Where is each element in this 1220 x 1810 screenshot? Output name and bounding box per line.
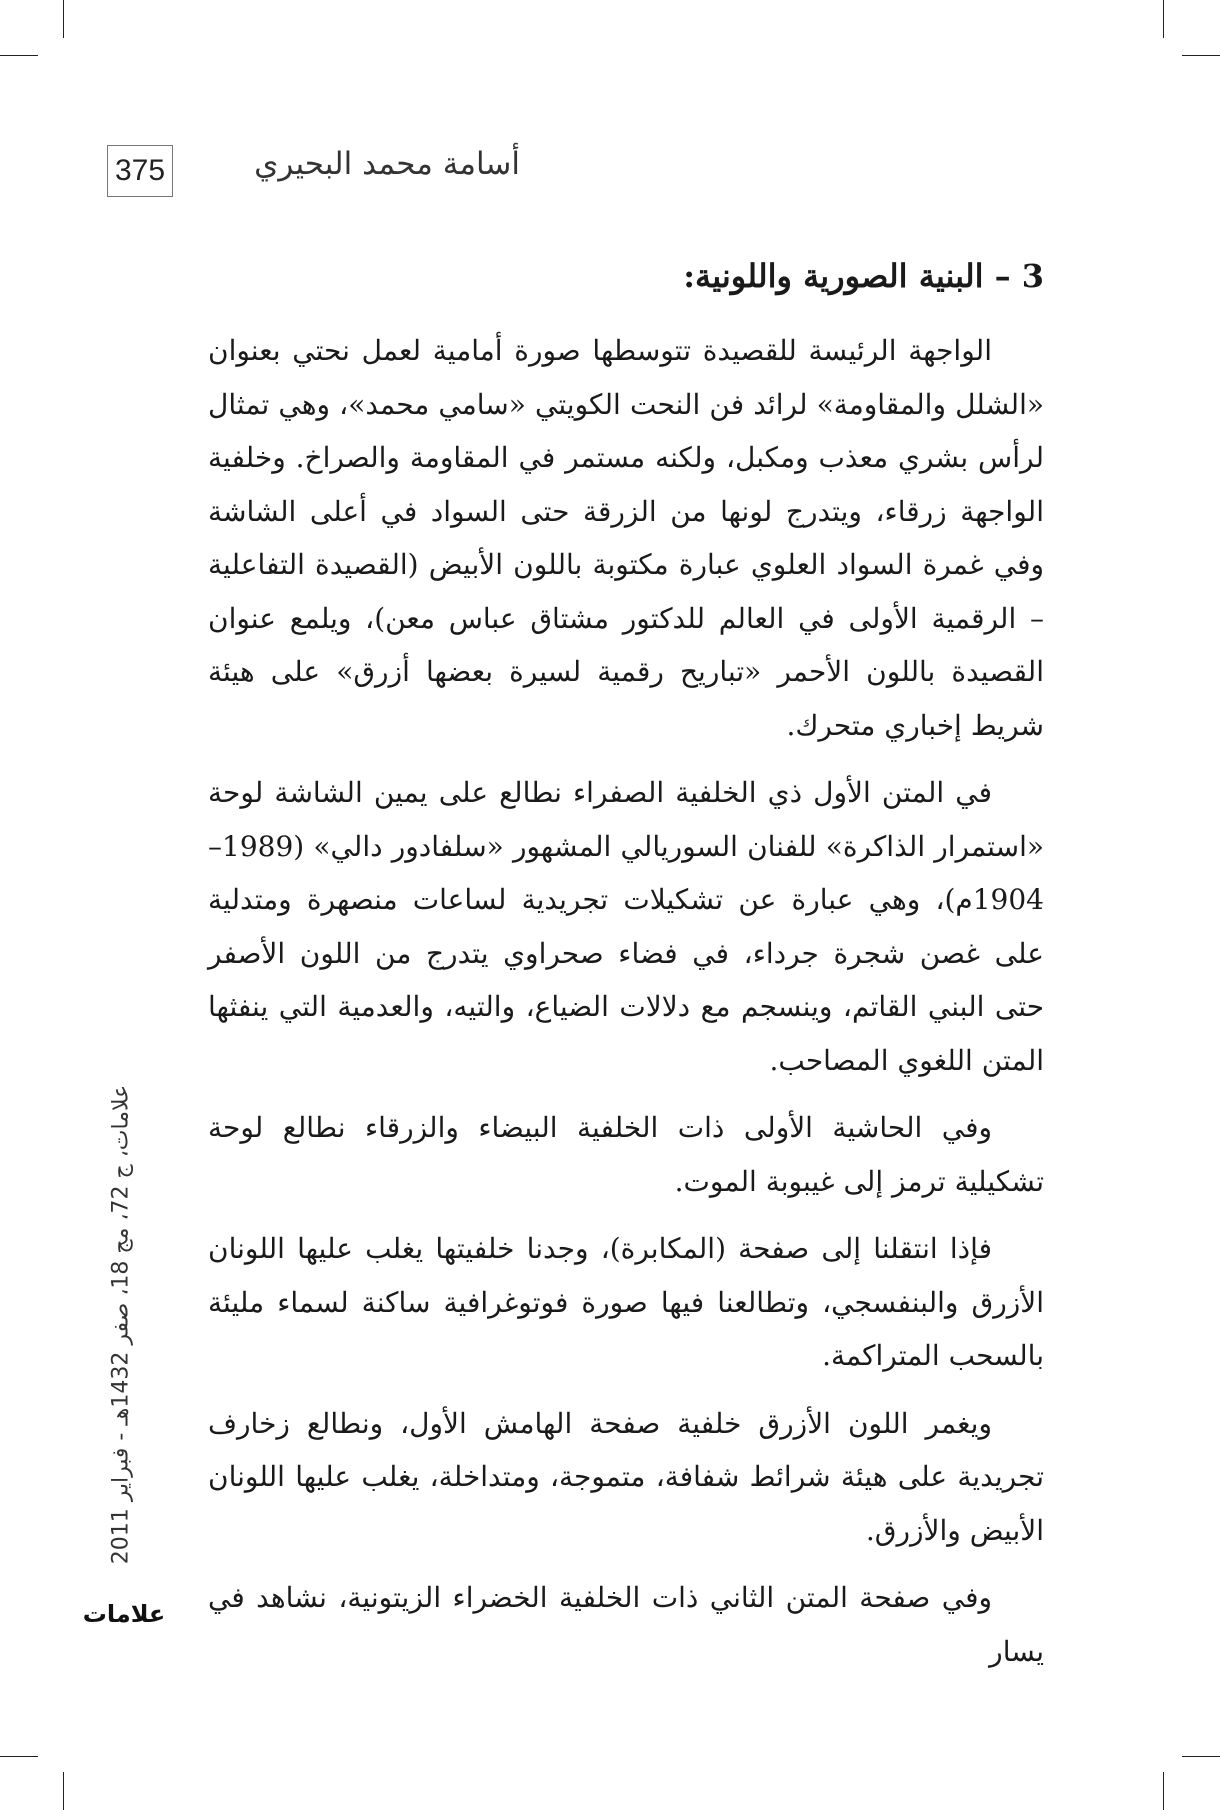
crop-mark [1163, 0, 1164, 38]
journal-citation-vertical [102, 1052, 140, 1597]
paragraph: وفي صفحة المتن الثاني ذات الخلفية الخضراء الزيتونية، نشاهد في يسار [208, 1581, 1044, 1668]
paragraph: وفي الحاشية الأولى ذات الخلفية البيضاء والزرقاء نطالع لوحة تشكيلية ترمز إلى غيبوبة الموت. [208, 1111, 1044, 1198]
article-body [208, 250, 1044, 1692]
paragraph: فإذا انتقلنا إلى صفحة (المكابرة)، وجدنا خلفيتها يغلب عليها اللونان الأزرق والبنفسجي، وتطالعنا فيها صورة فوتوغرافية ساكنة لسماء مليئة بالسحب المتراكمة. [208, 1232, 1044, 1372]
author-running-header: أسامة محمد البحيري [254, 146, 520, 182]
section-heading: 3 – البنية الصورية واللونية: [683, 257, 1044, 295]
crop-mark [1182, 1756, 1220, 1757]
crop-mark [0, 1756, 38, 1757]
journal-logo [82, 1596, 166, 1632]
crop-mark [63, 0, 64, 38]
crop-mark [0, 55, 38, 56]
crop-mark [63, 1772, 64, 1810]
paragraph: في المتن الأول ذي الخلفية الصفراء نطالع على يمين الشاشة لوحة «استمرار الذاكرة» للفنان السوريالي المشهور «سلفادور دالي» (1989–1904م)، وهي عبارة عن تشكيلات تجريدية لساعات منصهرة ومتدلية على غصن شجرة جرداء، في فضاء صحراوي يتدرج من اللون الأصفر حتى البني القاتم، وينسجم مع دلالات الضياع، والتيه، والعدمية التي ينفثها المتن اللغوي المصاحب. [208, 776, 1044, 1077]
journal-logo-text: علامات [82, 1600, 166, 1628]
paragraph: الواجهة الرئيسة للقصيدة تتوسطها صورة أمامية لعمل نحتي بعنوان «الشلل والمقاومة» لرائد فن النحت الكويتي «سامي محمد»، وهي تمثال لرأس بشري معذب ومكبل، ولكنه مستمر في المقاومة والصراخ. وخلفية الواجهة زرقاء، ويتدرج لونها من الزرقة حتى السواد في أعلى الشاشة وفي غمرة السواد العلوي عبارة مكتوبة باللون الأبيض (القصيدة التفاعلية – الرقمية الأولى في العالم للدكتور مشتاق عباس معن)، ويلمع عنوان القصيدة باللون الأحمر «تباريح رقمية لسيرة بعضها أزرق» على هيئة شريط إخباري متحرك. [208, 334, 1044, 742]
journal-citation: علامات، ج 72، مج 18، صفر 1432هـ - فبراير 2011 [108, 1084, 134, 1565]
crop-mark [1182, 55, 1220, 56]
crop-mark [1163, 1772, 1164, 1810]
paragraph: ويغمر اللون الأزرق خلفية صفحة الهامش الأول، ونطالع زخارف تجريدية على هيئة شرائط شفافة، متموجة، ومتداخلة، يغلب عليها اللونان الأبيض والأزرق. [208, 1406, 1044, 1547]
page-number: 375 [107, 145, 173, 197]
